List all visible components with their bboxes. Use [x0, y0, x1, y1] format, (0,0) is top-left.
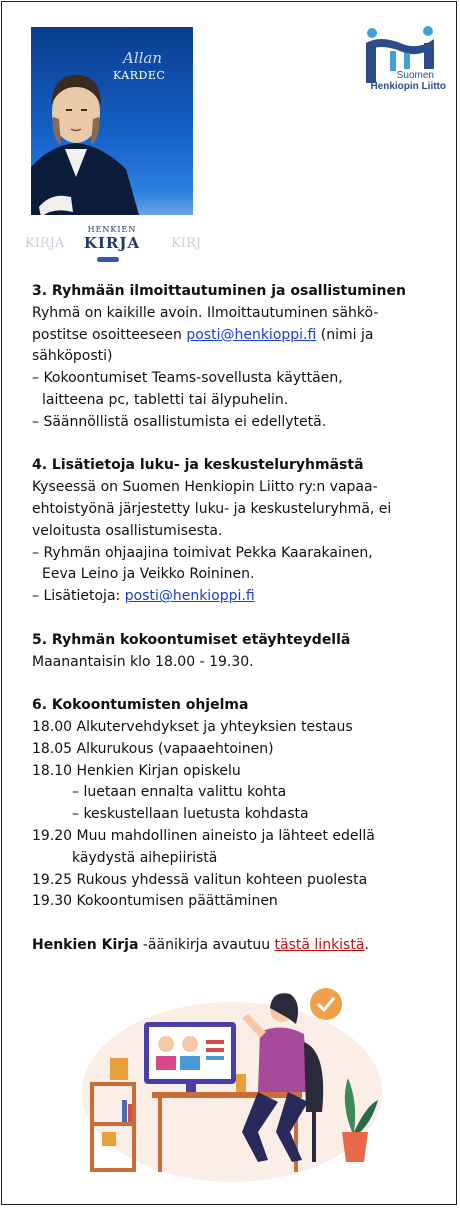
- audiobook-mid: -äänikirja avautuu: [138, 936, 275, 953]
- section-4-line-2: ehtoistyönä järjestetty luku- ja keskusteluryhmä, ei: [32, 500, 392, 517]
- email-link[interactable]: posti@henkioppi.fi: [186, 326, 317, 343]
- section-6-heading: 6. Kokoontumisten ohjelma: [32, 697, 249, 714]
- program-item: 18.10 Henkien Kirjan opiskelu: [32, 762, 241, 779]
- program-subitem: – keskustellaan luetusta kohdasta: [72, 806, 309, 823]
- book-cover-image: [25, 27, 201, 262]
- section-4-line-1: Kyseessä on Suomen Henkiopin Liitto ry:n vapaa-: [32, 479, 378, 496]
- section-3-bullet-1-cont: laitteena pc, tabletti tai älypuhelin.: [42, 391, 289, 408]
- audiobook-title: Henkien Kirja: [32, 936, 139, 953]
- remote-meeting-illustration: [82, 982, 382, 1182]
- audiobook-link[interactable]: tästä linkistä: [274, 936, 365, 953]
- logo-wordmark: [360, 70, 446, 92]
- program-item: 18.00 Alkutervehdykset ja yhteyksien testaus: [32, 718, 353, 735]
- content-body: [32, 281, 442, 957]
- email-link-2[interactable]: posti@henkioppi.fi: [124, 588, 255, 605]
- section-3-bullet-2: – Säännöllistä osallistumista ei edellytetä.: [32, 413, 327, 430]
- program-item-cont: käydystä aihepiiristä: [72, 849, 218, 866]
- logo-line-1: Suomen: [396, 70, 434, 81]
- section-5-line-1: Maanantaisin klo 18.00 - 19.30.: [32, 653, 254, 670]
- page-frame: [1, 1, 457, 1205]
- audiobook-line: [32, 935, 442, 957]
- section-3-line-2-post: (nimi ja: [316, 326, 374, 343]
- section-3-line-2: [32, 325, 442, 347]
- book-ghost-title-right: KIRJ: [171, 236, 201, 251]
- program-item: 19.25 Rukous yhdessä valitun kohteen puolesta: [32, 871, 368, 888]
- logo-line-2: Henkiopin Liitto: [370, 81, 446, 92]
- audiobook-end: .: [364, 936, 369, 953]
- program-item: 19.20 Muu mahdollinen aineisto ja lähteet edellä: [32, 827, 375, 844]
- section-5-heading: 5. Ryhmän kokoontumiset etäyhteydellä: [32, 631, 351, 648]
- book-ghost-title-left: KIRJA: [25, 236, 65, 251]
- section-4-heading: 4. Lisätietoja luku- ja keskusteluryhmästä: [32, 457, 364, 474]
- section-4-line-3: veloitusta osallistumisesta.: [32, 522, 223, 539]
- publisher-logo-icon: [97, 257, 119, 262]
- book-author: KARDEC: [113, 69, 166, 82]
- section-3-line-1: Ryhmä on kaikille avoin. Ilmoittautuminen sähkö-: [32, 304, 379, 321]
- section-3-heading: 3. Ryhmään ilmoittautuminen ja osallistuminen: [32, 283, 406, 299]
- section-4-bullet-1-cont: Eeva Leino ja Veikko Roininen.: [42, 566, 255, 583]
- book-title-small: HENKIEN: [87, 225, 137, 234]
- program-subitem: – luetaan ennalta valittu kohta: [72, 784, 287, 801]
- program-item: 18.05 Alkurukous (vapaaehtoinen): [32, 740, 274, 757]
- section-3-bullet-1: – Kokoontumiset Teams-sovellusta käyttäen,: [32, 370, 343, 387]
- section-4-bullet-1: – Ryhmän ohjaajina toimivat Pekka Kaarakainen,: [32, 544, 373, 561]
- section-3-line-3: sähköposti): [32, 348, 113, 365]
- program-item: 19.30 Kokoontumisen päättäminen: [32, 893, 278, 910]
- book-title-big: KIRJA: [83, 234, 141, 252]
- section-3-line-2-pre: postitse osoitteeseen: [32, 326, 187, 343]
- book-author-script: Allan: [123, 49, 163, 67]
- section-4-bullet-2-pre: – Lisätietoja:: [32, 588, 125, 605]
- section-4-bullet-2: [32, 586, 442, 608]
